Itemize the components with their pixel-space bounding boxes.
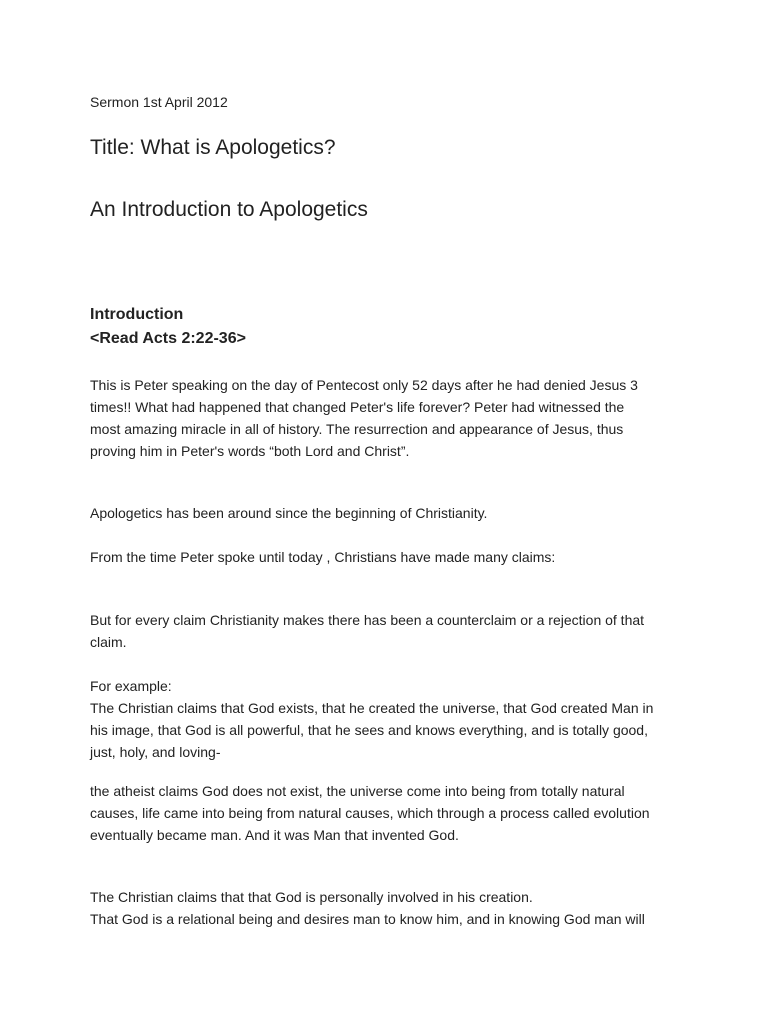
paragraph-line: causes, life came into being from natural causes, which through a process called evolution bbox=[90, 805, 650, 821]
paragraph-line: the atheist claims God does not exist, the universe come into being from totally natural bbox=[90, 783, 625, 799]
paragraph-line: claim. bbox=[90, 634, 127, 650]
paragraph-line: That God is a relational being and desires man to know him, and in knowing God man will bbox=[90, 911, 645, 927]
paragraph-line: proving him in Peter's words “both Lord and Christ”. bbox=[90, 443, 410, 459]
paragraph-line: Apologetics has been around since the beginning of Christianity. bbox=[90, 505, 488, 521]
paragraph-line: just, holy, and loving- bbox=[90, 744, 221, 760]
paragraph-line: most amazing miracle in all of history. The resurrection and appearance of Jesus, thus bbox=[90, 421, 624, 437]
document-subtitle: An Introduction to Apologetics bbox=[90, 198, 368, 221]
paragraph-example-christian-claim bbox=[90, 675, 700, 763]
paragraph-line: The Christian claims that that God is personally involved in his creation. bbox=[90, 889, 533, 905]
paragraph-god-involved bbox=[90, 886, 700, 930]
section-heading-introduction: Introduction bbox=[90, 306, 184, 323]
paragraph-counterclaims bbox=[90, 609, 700, 653]
paragraph-atheist-claim bbox=[90, 780, 700, 846]
paragraph-line: eventually became man. And it was Man that invented God. bbox=[90, 827, 459, 843]
scripture-reading-reference: <Read Acts 2:22-36> bbox=[90, 330, 246, 347]
paragraph-line: For example: bbox=[90, 678, 172, 694]
paragraph-peter-pentecost bbox=[90, 374, 700, 462]
paragraph-line: his image, that God is all powerful, that he sees and knows everything, and is totally good, bbox=[90, 722, 648, 738]
paragraph-line: The Christian claims that God exists, that he created the universe, that God created Man in bbox=[90, 700, 654, 716]
paragraph-line: But for every claim Christianity makes there has been a counterclaim or a rejection of that bbox=[90, 612, 645, 628]
paragraph-christian-claims bbox=[90, 546, 700, 568]
sermon-date-line: Sermon 1st April 2012 bbox=[90, 94, 228, 110]
paragraph-line: This is Peter speaking on the day of Pentecost only 52 days after he had denied Jesus 3 bbox=[90, 377, 638, 393]
paragraph-apologetics-history bbox=[90, 502, 700, 524]
paragraph-line: times!! What had happened that changed Peter's life forever? Peter had witnessed the bbox=[90, 399, 625, 415]
paragraph-line: From the time Peter spoke until today , Christians have made many claims: bbox=[90, 549, 556, 565]
document-title: Title: What is Apologetics? bbox=[90, 136, 336, 159]
